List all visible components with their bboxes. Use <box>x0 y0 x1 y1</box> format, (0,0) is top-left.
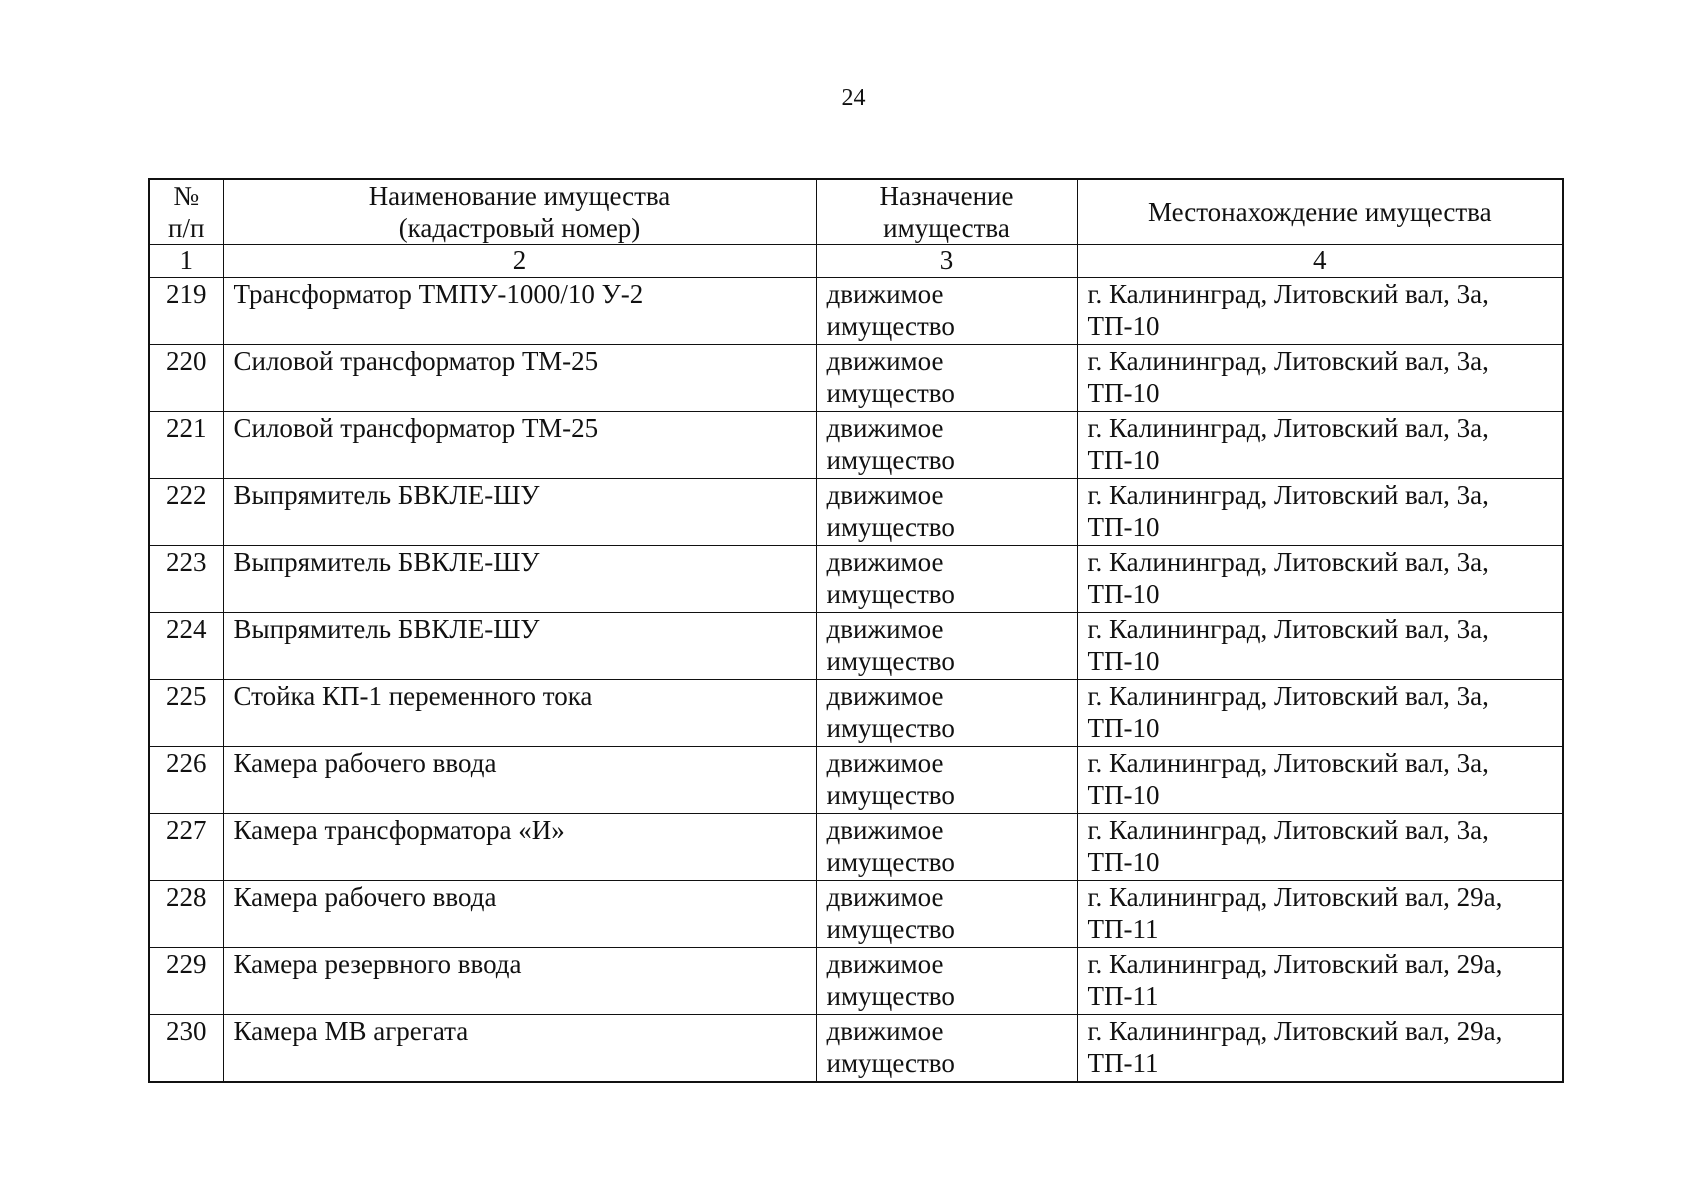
page-number: 24 <box>841 85 866 111</box>
property-purpose-cell <box>816 412 1077 479</box>
row-number-cell <box>149 613 223 680</box>
table-row <box>149 345 1563 412</box>
row-number-cell <box>149 412 223 479</box>
property-location-line1: г. Калининград, Литовский вал, 29а, <box>1087 882 1503 912</box>
column-number: 1 <box>149 245 223 278</box>
property-location-cell <box>1077 345 1563 412</box>
property-name-cell <box>223 412 816 479</box>
property-location-line2: ТП-10 <box>1087 713 1160 743</box>
property-purpose-line2: имущество <box>826 311 955 341</box>
property-location-cell <box>1077 747 1563 814</box>
property-purpose-line1: движимое <box>826 346 944 376</box>
property-purpose-cell <box>816 479 1077 546</box>
table-row <box>149 613 1563 680</box>
property-name-cell <box>223 680 816 747</box>
table-row <box>149 479 1563 546</box>
row-number-cell <box>149 1015 223 1083</box>
property-location-line1: г. Калининград, Литовский вал, 3а, <box>1087 748 1489 778</box>
property-name: Силовой трансформатор ТМ-25 <box>233 413 599 443</box>
header-location-label: Местонахождение имущества <box>1147 197 1492 227</box>
property-name: Выпрямитель БВКЛЕ-ШУ <box>233 480 540 510</box>
property-location-line2: ТП-10 <box>1087 646 1160 676</box>
property-location-line1: г. Калининград, Литовский вал, 29а, <box>1087 949 1503 979</box>
header-num-line1: № <box>173 181 200 211</box>
property-location-cell <box>1077 881 1563 948</box>
property-purpose-line1: движимое <box>826 480 944 510</box>
header-purpose-line1: Назначение <box>879 181 1014 211</box>
property-purpose-cell <box>816 345 1077 412</box>
property-name: Стойка КП-1 переменного тока <box>233 681 593 711</box>
property-name: Выпрямитель БВКЛЕ-ШУ <box>233 614 540 644</box>
property-name-cell <box>223 479 816 546</box>
property-name: Выпрямитель БВКЛЕ-ШУ <box>233 547 540 577</box>
property-purpose-cell <box>816 278 1077 345</box>
property-purpose-cell <box>816 948 1077 1015</box>
property-location-cell <box>1077 412 1563 479</box>
property-table <box>148 178 1564 1083</box>
property-location-cell <box>1077 613 1563 680</box>
property-purpose-line2: имущество <box>826 445 955 475</box>
property-location-cell <box>1077 1015 1563 1083</box>
property-purpose-line1: движимое <box>826 748 944 778</box>
row-number: 230 <box>166 1016 207 1046</box>
property-location-line2: ТП-10 <box>1087 445 1160 475</box>
property-name-cell <box>223 747 816 814</box>
row-number: 228 <box>166 882 207 912</box>
row-number-cell <box>149 948 223 1015</box>
table-row <box>149 814 1563 881</box>
property-location-cell <box>1077 680 1563 747</box>
row-number: 223 <box>166 547 207 577</box>
property-name-cell <box>223 948 816 1015</box>
row-number-cell <box>149 881 223 948</box>
property-purpose-line1: движимое <box>826 547 944 577</box>
table-row <box>149 1015 1563 1083</box>
property-location-line2: ТП-10 <box>1087 780 1160 810</box>
property-name: Камера рабочего ввода <box>233 748 497 778</box>
property-location-line1: г. Калининград, Литовский вал, 3а, <box>1087 547 1489 577</box>
row-number: 224 <box>166 614 207 644</box>
property-purpose-cell <box>816 747 1077 814</box>
row-number: 220 <box>166 346 207 376</box>
property-purpose-line2: имущество <box>826 847 955 877</box>
property-purpose-cell <box>816 881 1077 948</box>
header-name-line1: Наименование имущества <box>368 181 671 211</box>
property-purpose-line2: имущество <box>826 512 955 542</box>
header-purpose-line2: имущества <box>883 213 1010 243</box>
property-name: Камера МВ агрегата <box>233 1016 469 1046</box>
property-location-cell <box>1077 814 1563 881</box>
column-number: 3 <box>816 245 1077 278</box>
property-name-cell <box>223 546 816 613</box>
property-name: Трансформатор ТМПУ-1000/10 У-2 <box>233 279 644 309</box>
property-location-line1: г. Калининград, Литовский вал, 3а, <box>1087 480 1489 510</box>
property-location-line1: г. Калининград, Литовский вал, 29а, <box>1087 1016 1503 1046</box>
property-purpose-cell <box>816 1015 1077 1083</box>
table-header-row <box>149 179 1563 245</box>
row-number-cell <box>149 278 223 345</box>
property-purpose-line2: имущество <box>826 713 955 743</box>
property-name-cell <box>223 278 816 345</box>
row-number-cell <box>149 479 223 546</box>
property-purpose-cell <box>816 680 1077 747</box>
table-row <box>149 412 1563 479</box>
property-purpose-line1: движимое <box>826 949 944 979</box>
header-location <box>1077 179 1563 245</box>
table-row <box>149 881 1563 948</box>
column-number: 2 <box>223 245 816 278</box>
property-purpose-line2: имущество <box>826 981 955 1011</box>
table-row <box>149 948 1563 1015</box>
column-numbers-row <box>149 245 1563 278</box>
property-location-line1: г. Калининград, Литовский вал, 3а, <box>1087 681 1489 711</box>
property-location-line2: ТП-11 <box>1087 981 1159 1011</box>
property-location-line1: г. Калининград, Литовский вал, 3а, <box>1087 413 1489 443</box>
property-location-cell <box>1077 546 1563 613</box>
header-name-line2: (кадастровый номер) <box>398 213 641 243</box>
property-purpose-cell <box>816 613 1077 680</box>
property-location-line1: г. Калининград, Литовский вал, 3а, <box>1087 346 1489 376</box>
property-name-cell <box>223 345 816 412</box>
row-number: 219 <box>166 279 207 309</box>
property-purpose-line1: движимое <box>826 882 944 912</box>
table-row <box>149 546 1563 613</box>
table-row <box>149 680 1563 747</box>
column-number: 4 <box>1077 245 1563 278</box>
row-number: 226 <box>166 748 207 778</box>
property-purpose-line2: имущество <box>826 780 955 810</box>
table-row <box>149 747 1563 814</box>
property-purpose-line2: имущество <box>826 378 955 408</box>
property-purpose-line1: движимое <box>826 1016 944 1046</box>
property-location-line2: ТП-11 <box>1087 914 1159 944</box>
property-name: Камера резервного ввода <box>233 949 522 979</box>
property-location-cell <box>1077 948 1563 1015</box>
property-location-cell <box>1077 278 1563 345</box>
property-purpose-line2: имущество <box>826 646 955 676</box>
row-number: 227 <box>166 815 207 845</box>
property-purpose-line2: имущество <box>826 1048 955 1078</box>
property-location-line1: г. Калининград, Литовский вал, 3а, <box>1087 279 1489 309</box>
property-location-line2: ТП-10 <box>1087 378 1160 408</box>
property-purpose-line1: движимое <box>826 279 944 309</box>
row-number-cell <box>149 345 223 412</box>
property-name-cell <box>223 1015 816 1083</box>
row-number: 222 <box>166 480 207 510</box>
header-name <box>223 179 816 245</box>
row-number-cell <box>149 680 223 747</box>
property-location-line1: г. Калининград, Литовский вал, 3а, <box>1087 815 1489 845</box>
property-purpose-cell <box>816 546 1077 613</box>
property-name: Камера рабочего ввода <box>233 882 497 912</box>
row-number: 229 <box>166 949 207 979</box>
header-purpose <box>816 179 1077 245</box>
property-location-line2: ТП-10 <box>1087 512 1160 542</box>
property-purpose-line1: движимое <box>826 413 944 443</box>
property-name: Камера трансформатора «И» <box>233 815 565 845</box>
property-location-line2: ТП-11 <box>1087 1048 1159 1078</box>
property-purpose-line2: имущество <box>826 579 955 609</box>
property-purpose-line1: движимое <box>826 815 944 845</box>
property-name-cell <box>223 881 816 948</box>
property-purpose-line2: имущество <box>826 914 955 944</box>
property-purpose-cell <box>816 814 1077 881</box>
row-number-cell <box>149 747 223 814</box>
header-num <box>149 179 223 245</box>
property-location-line1: г. Калининград, Литовский вал, 3а, <box>1087 614 1489 644</box>
row-number-cell <box>149 814 223 881</box>
property-location-cell <box>1077 479 1563 546</box>
row-number: 221 <box>166 413 207 443</box>
property-purpose-line1: движимое <box>826 681 944 711</box>
row-number-cell <box>149 546 223 613</box>
property-name: Силовой трансформатор ТМ-25 <box>233 346 599 376</box>
property-location-line2: ТП-10 <box>1087 847 1160 877</box>
table-row <box>149 278 1563 345</box>
property-purpose-line1: движимое <box>826 614 944 644</box>
header-num-line2: п/п <box>168 213 205 243</box>
property-location-line2: ТП-10 <box>1087 311 1160 341</box>
property-name-cell <box>223 814 816 881</box>
property-name-cell <box>223 613 816 680</box>
property-location-line2: ТП-10 <box>1087 579 1160 609</box>
row-number: 225 <box>166 681 207 711</box>
